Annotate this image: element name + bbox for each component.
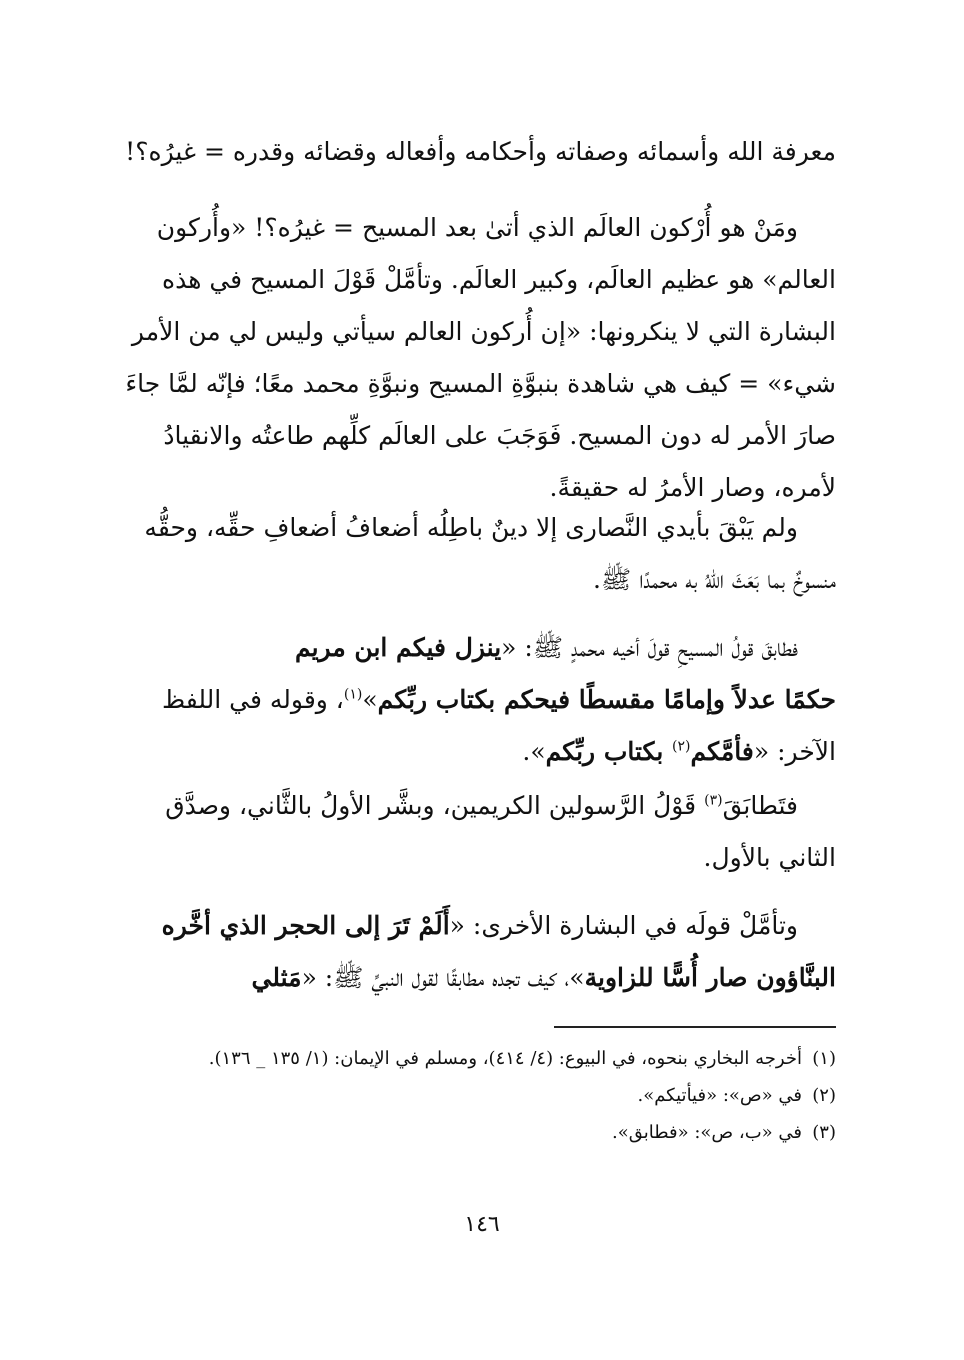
text-segment: فطابقَ قولُ المسيحِ قولَ أخيه محمدٍ ﷺ: «	[501, 633, 798, 662]
footnote-2	[128, 1077, 836, 1114]
footnote-marker[interactable]: (٢)	[672, 738, 691, 755]
text-line: لأمره، وصار الأمرُ له حقيقةً.	[549, 473, 836, 502]
hadith-quote: مَثلي	[251, 963, 302, 992]
text-segment: »، كيف تجده مطابقًا لقول النبيِّ ﷺ: «	[301, 963, 585, 992]
text-line: ومَنْ هو أُرْكون العالَم الذي أتىٰ بعد المسيح = غيرُه؟! «وأُركون	[156, 213, 798, 242]
text-line	[128, 900, 836, 952]
footnotes	[128, 1040, 836, 1151]
footnote-text: في «ب، ص»: «فطابق».	[611, 1122, 802, 1143]
footnote-number: (١)	[812, 1048, 836, 1069]
text-segment: ، وقوله في اللفظ	[161, 685, 344, 714]
text-line: الثاني بالأول.	[703, 843, 836, 872]
footnote-3	[128, 1114, 836, 1151]
text-line	[128, 674, 836, 726]
text-segment: الآخر: «	[753, 737, 836, 766]
footnote-text: في «ص»: «فيأتيكم».	[637, 1085, 802, 1106]
hadith-quote: ينزل فيكم ابن مريم	[294, 633, 502, 662]
text-line: البشارة التي لا ينكرونها: «إن أُركون العالم سيأتي وليس لي من الأمر	[131, 317, 836, 346]
text-line: صارَ الأمر له دون المسيح. فَوَجَبَ على العالَم كلِّهم طاعتُه والانقيادُ	[163, 421, 836, 450]
text-line: معرفة الله وأسمائه وصفاته وأحكامه وأفعاله وقضائه وقدره = غيرُه؟!	[125, 137, 836, 166]
page-number: ١٤٦	[464, 1212, 500, 1237]
text-line: منسوخٌ بما بَعَثَ اللهُ به محمدًا ﷺ.	[593, 565, 836, 594]
hadith-quote: حكمًا عدلاً وإمامًا مقسطًا فيحكم بكتاب ربِّكم	[377, 685, 836, 714]
paragraph-stone	[128, 900, 836, 1004]
text-line	[128, 780, 836, 832]
text-segment: قَوْلُ الرَّسولين الكريمين، وبشَّر الأولُ بالثَّاني، وصدَّق	[165, 791, 705, 820]
paragraph-agreement	[128, 780, 836, 884]
text-segment: ».	[522, 737, 546, 766]
paragraph-arkon	[125, 202, 836, 514]
text-segment: وتأمَّلْ قولَه في البشارة الأخرى: «	[449, 911, 798, 940]
text-line: شيء» = كيف هي شاهدة بنبوَّةِ المسيح ونبوَّةِ محمد معًا؛ فإنّه لمَّا جاءَ	[125, 369, 836, 398]
footnote-text: أخرجه البخاري بنحوه، في البيوع: (٤/ ٤١٤)، ومسلم في الإيمان: (١/ ١٣٥ _ ١٣٦).	[208, 1048, 802, 1069]
paragraph-hadith	[128, 622, 836, 778]
hadith-quote: فأمَّكم	[690, 737, 754, 766]
paragraph-christians	[128, 502, 836, 606]
footnote-1	[128, 1040, 836, 1077]
text-line	[128, 622, 836, 674]
footnote-marker[interactable]: (٣)	[704, 792, 723, 809]
footnote-number: (٣)	[812, 1122, 836, 1143]
quote: أَلَمْ تَرَ إلى الحجر الذي أخَّره	[161, 911, 450, 940]
hadith-quote: بكتاب ربِّكم	[545, 737, 672, 766]
text-line	[128, 952, 836, 1004]
opening-line	[125, 126, 836, 178]
footnote-divider	[554, 1026, 836, 1028]
text-line	[128, 726, 836, 778]
text-segment: فتَطابَقَ	[722, 791, 798, 820]
text-line: العالم» هو عظيم العالَم، وكبير العالَم. وتأمَّلْ قَوْلَ المسيح في هذه	[161, 265, 836, 294]
quote: البنَّاؤون صار أُسًّا للزاوية	[584, 963, 836, 992]
text-line: ولم يَبْقَ بأيدي النَّصارى إلا دينٌ باطِلُه أضعافُ أضعافِ حقِّه، وحقُّه	[144, 513, 798, 542]
footnote-number: (٢)	[812, 1085, 836, 1106]
text-segment: »	[362, 685, 378, 714]
footnote-marker[interactable]: (١)	[343, 686, 363, 703]
